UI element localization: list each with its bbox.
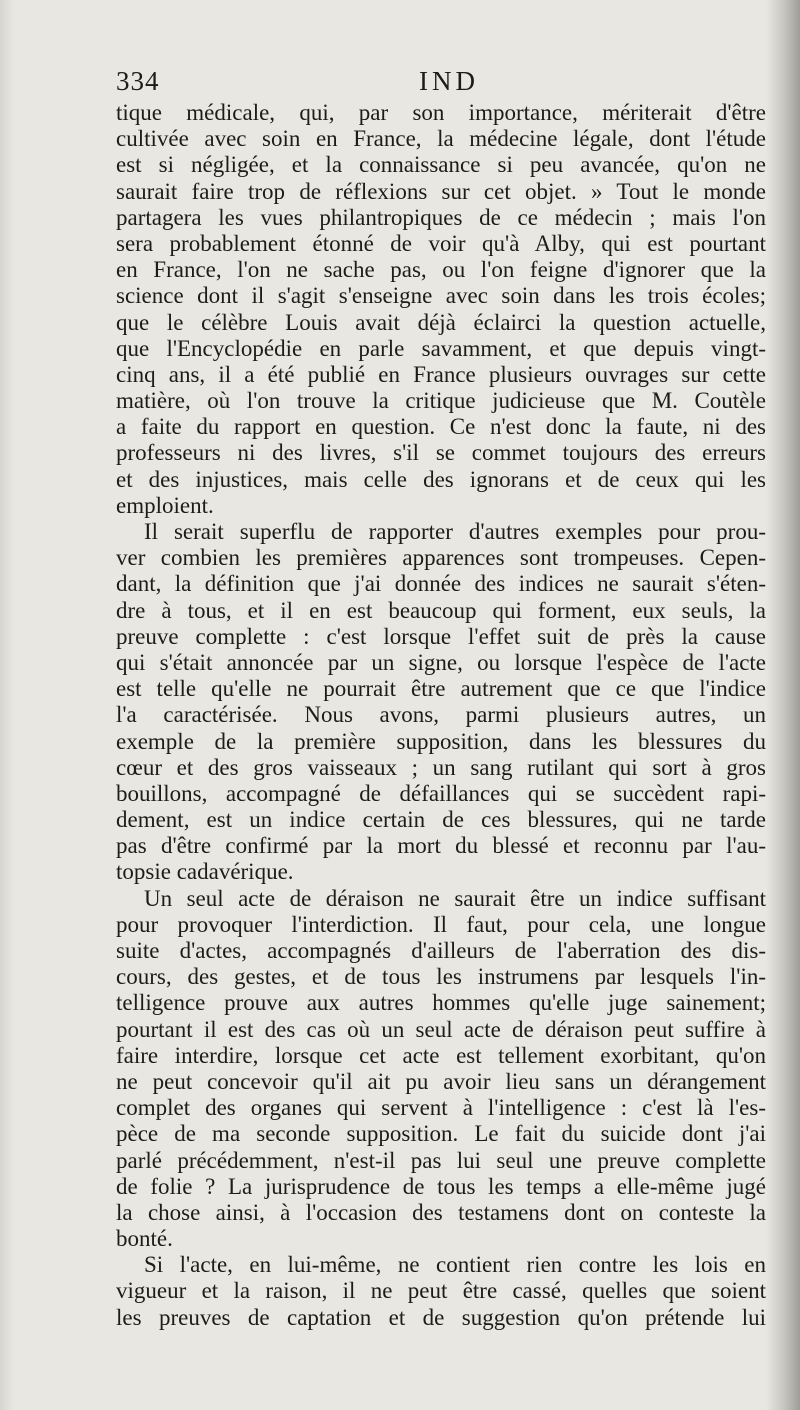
paragraph-end-line: emploient. (116, 492, 214, 518)
text-line: preuve complette : c'est lorsque l'effet suit de près la cause (116, 623, 766, 649)
text-line: dant, la définition que j'ai donnée des indices ne saurait s'éten- (116, 571, 766, 597)
text-line: pas d'être confirmé par la mort du blessé et reconnu par l'au- (116, 833, 766, 859)
text-line: les preuves de captation et de suggestion qu'on prétende lui (116, 1304, 766, 1330)
text-line: a faite du rapport en question. Ce n'est donc la faute, ni des (116, 414, 766, 440)
text-line: ver combien les premières apparences sont trompeuses. Cepen- (116, 545, 766, 571)
text-line: sera probablement étonné de voir qu'à Alby, qui est pourtant (116, 230, 766, 256)
text-line: science dont il s'agit s'enseigne avec soin dans les trois écoles; (116, 283, 766, 309)
paragraph-start-line: Si l'acte, en lui-même, ne contient rien contre les lois en (144, 1252, 766, 1278)
paragraph-end-line: bonté. (116, 1226, 173, 1252)
text-line: exemple de la première supposition, dans les blessures du (116, 728, 766, 754)
body-text (116, 100, 766, 1331)
text-line: que le célèbre Louis avait déjà éclairci la question actuelle, (116, 309, 766, 335)
text-line: est si négligée, et la connaissance si peu avancée, qu'on ne (116, 152, 766, 178)
text-line: pourtant il est des cas où un seul acte de déraison peut suffire à (116, 1016, 766, 1042)
text-line: matière, où l'on trouve la critique judicieuse que M. Coutèle (116, 388, 766, 414)
text-line: bouillons, accompagné de défaillances qui se succèdent rapi- (116, 780, 766, 806)
text-line: cœur et des gros vaisseaux ; un sang rutilant qui sort à gros (116, 754, 766, 780)
text-line: faire interdire, lorsque cet acte est tellement exorbitant, qu'on (116, 1042, 766, 1068)
text-line: parlé précédemment, n'est-il pas lui seul une preuve complette (116, 1147, 766, 1173)
text-line: dre à tous, et il en est beaucoup qui forment, eux seuls, la (116, 597, 766, 623)
text-line: telligence prouve aux autres hommes qu'elle juge sainement; (116, 990, 766, 1016)
text-line: cours, des gestes, et de tous les instrumens par lesquels l'in- (116, 964, 766, 990)
running-head (116, 66, 766, 100)
text-line: pour provoquer l'interdiction. Il faut, pour cela, une longue (116, 911, 766, 937)
section-heading: IND (419, 66, 479, 96)
text-line: ne peut concevoir qu'il ait pu avoir lieu sans un dérangement (116, 1068, 766, 1094)
text-line: professeurs ni des livres, s'il se commet toujours des erreurs (116, 440, 766, 466)
text-line: que l'Encyclopédie en parle savamment, et que depuis vingt- (116, 335, 766, 361)
text-line: dement, est un indice certain de ces blessures, qui ne tarde (116, 807, 766, 833)
text-line: cinq ans, il a été publié en France plusieurs ouvrages sur cette (116, 361, 766, 387)
text-line: de folie ? La jurisprudence de tous les temps a elle-même jugé (116, 1173, 766, 1199)
paragraph-start-line: Il serait superflu de rapporter d'autres exemples pour prou- (144, 519, 766, 544)
paragraph-start-line: Un seul acte de déraison ne saurait être un indice suffisant (144, 885, 766, 911)
page-number: 334 (116, 66, 160, 96)
text-line: la chose ainsi, à l'occasion des testamens dont on conteste la (116, 1199, 766, 1225)
text-line: partagera les vues philantropiques de ce médecin ; mais l'on (116, 204, 766, 230)
text-line: et des injustices, mais celle des ignorans et de ceux qui les (116, 466, 766, 492)
page-left-edge-shadow (0, 0, 14, 1410)
text-line: complet des organes qui servent à l'intelligence : c'est là l'es- (116, 1095, 766, 1121)
paragraph-end-line: topsie cadavérique. (116, 859, 294, 885)
text-line: cultivée avec soin en France, la médecine légale, dont l'étude (116, 126, 766, 152)
text-line: pèce de ma seconde supposition. Le fait du suicide dont j'ai (116, 1121, 766, 1147)
text-line: vigueur et la raison, il ne peut être cassé, quelles que soient (116, 1278, 766, 1304)
text-line: l'a caractérisée. Nous avons, parmi plusieurs autres, un (116, 702, 766, 728)
text-line: tique médicale, qui, par son importance, mériterait d'être (116, 100, 766, 125)
text-line: en France, l'on ne sache pas, ou l'on feigne d'ignorer que la (116, 257, 766, 283)
text-line: saurait faire trop de réflexions sur cet objet. » Tout le monde (116, 178, 766, 204)
text-line: qui s'était annoncée par un signe, ou lorsque l'espèce de l'acte (116, 649, 766, 675)
text-line: est telle qu'elle ne pourrait être autrement que ce que l'indice (116, 676, 766, 702)
binding-gutter-shadow (766, 0, 800, 1410)
text-line: suite d'actes, accompagnés d'ailleurs de l'aberration des dis- (116, 938, 766, 963)
